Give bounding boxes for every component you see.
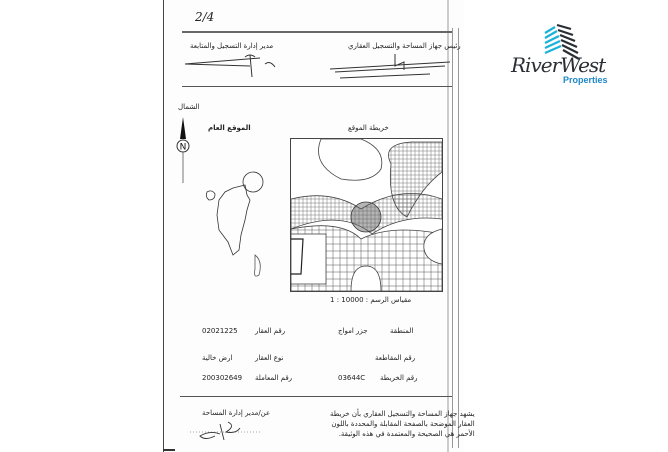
riverwest-logo	[505, 15, 615, 95]
site-map-title: خريطة الموقع	[348, 124, 389, 132]
property-type-label: نوع العقار	[255, 354, 284, 362]
bahrain-location-map	[195, 160, 275, 300]
general-location-title: الموقع العام	[208, 124, 251, 132]
signatures	[180, 52, 460, 82]
page-right-border	[452, 28, 453, 448]
north-label: الشمال	[178, 103, 200, 111]
header-bottom-rule	[182, 86, 452, 87]
area-label: المنطقة	[390, 327, 414, 335]
svg-text:N: N	[179, 142, 187, 153]
left-signatory-title: مدير إدارة التسجيل والمتابعة	[190, 42, 274, 50]
certification-text	[330, 409, 475, 439]
property-type-value: ارض خالية	[202, 354, 233, 362]
logo-subtitle: Properties	[563, 75, 608, 85]
transaction-number-label: رقم المعاملة	[255, 374, 293, 382]
north-arrow-icon	[176, 115, 190, 185]
certification-line-3: الأحمر هي الصحيحة والمعتمدة في هذه الوثيقة.	[338, 430, 475, 438]
certification-line-1: يشهد جهاز المساحة والتسجيل العقاري بأن خريطة	[330, 410, 475, 418]
header-top-rule	[182, 31, 452, 33]
signatory-title: عن/مدير إدارة المساحة	[202, 409, 271, 417]
transaction-number-value: 200302649	[202, 374, 243, 382]
footer-rule	[180, 396, 452, 397]
map-number-label: رقم الخريطة	[380, 374, 418, 382]
site-map	[290, 138, 443, 292]
footer-signature	[190, 418, 260, 446]
right-signatory-title: رئيس جهاز المساحة والتسجيل العقاري	[348, 42, 461, 50]
page-corner-mark	[163, 449, 175, 451]
map-number-value: 03644C	[338, 374, 366, 382]
page-right-border-outer	[458, 28, 459, 448]
page-number: 2/4	[195, 10, 215, 24]
property-number-label: رقم العقار	[255, 327, 286, 335]
certification-line-2: العقار الموضحة بالصفحة المقابلة والمحددة باللون	[331, 420, 475, 428]
block-number-label: رقم المقاطعة	[375, 354, 416, 362]
scale-label: مقياس الرسم : 10000 : 1	[330, 296, 412, 304]
logo-wordmark: RiverWest	[511, 53, 606, 77]
property-number-value: 02021225	[202, 327, 238, 335]
area-value: جزر امواج	[338, 327, 368, 335]
